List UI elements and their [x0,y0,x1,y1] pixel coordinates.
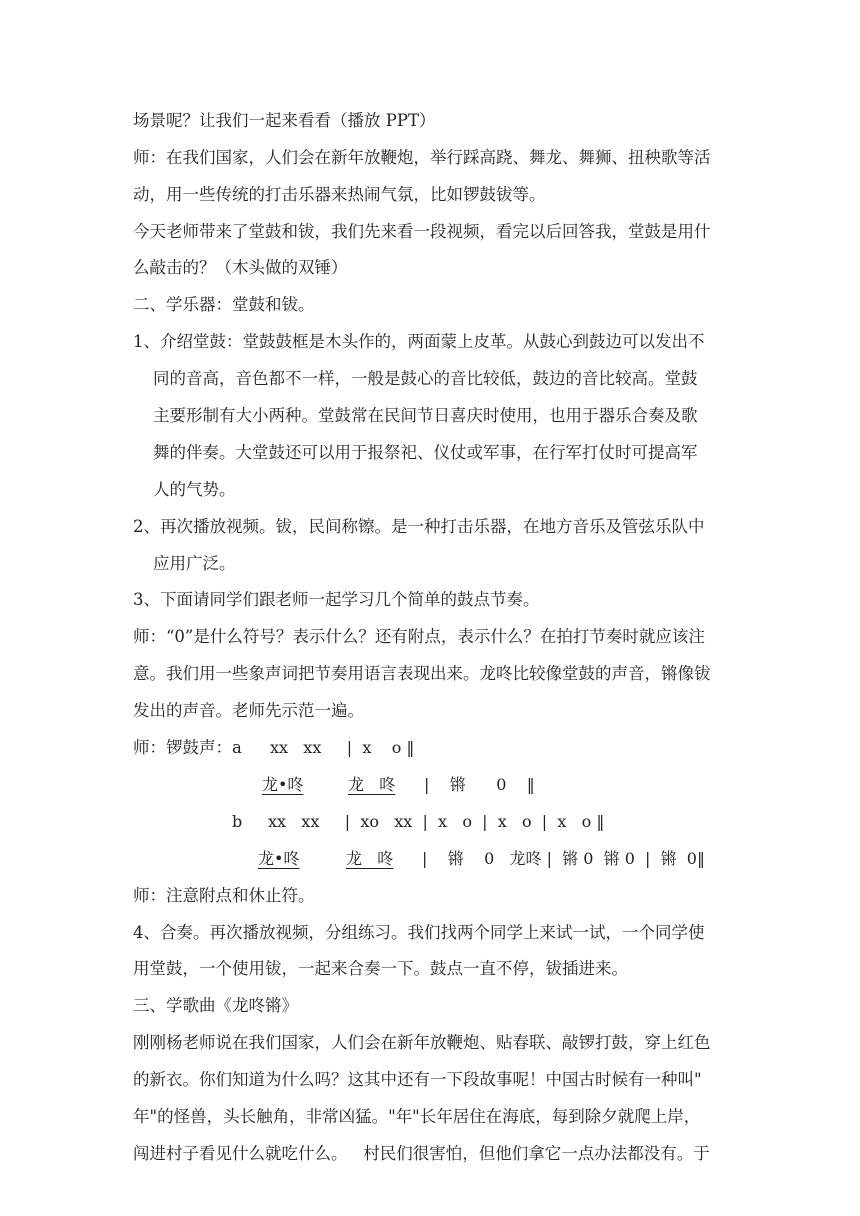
text-line: 场景呢？让我们一起来看看（播放 PPT） [133,111,436,130]
text-line: 师：在我们国家，人们会在新年放鞭炮，举行踩高跷、舞龙、舞狮、扭秧歌等活 [133,148,711,167]
text-line: 意。我们用一些象声词把节奏用语言表现出来。龙咚比较像堂鼓的声音，锵像钹 [133,664,711,683]
text-line: 1、介绍堂鼓：堂鼓鼓框是木头作的，两面蒙上皮革。从鼓心到鼓边可以发出不 [133,332,705,351]
rhythm-b-label: b [232,812,243,831]
section-heading: 二、学乐器：堂鼓和钹。 [133,295,315,314]
rhythm-a-word-1: 龙•咚 [262,775,304,794]
rhythm-b-syllables: | 锵 0 龙咚 | 锵 0 锵 0 | 锵 0‖ [422,849,705,868]
text-line: 人的气势。 [153,480,236,499]
text-line: 应用广泛。 [153,554,236,573]
rhythm-a-word-2: 龙 咚 [348,775,396,794]
rhythm-a-syllables: | 锵 0 ‖ [424,775,535,794]
text-line: 闯进村子看见什么就吃什么。 村民们很害怕，但他们拿它一点办法都没有。于 [133,1144,710,1163]
section-heading: 三、学歌曲《龙咚锵》 [133,996,298,1015]
text-line: 发出的声音。老师先示范一遍。 [133,701,364,720]
rhythm-a-notes: xx xx | x o ‖ [270,738,415,757]
text-line: 师：“0”是什么符号？表示什么？还有附点，表示什么？在拍打节奏时就应该注 [133,627,705,646]
text-line: 2、再次播放视频。钹，民间称镲。是一种打击乐器，在地方音乐及管弦乐队中 [133,517,705,536]
text-line: 师：注意附点和休止符。 [133,886,315,905]
rhythm-label: 师：锣鼓声：a [133,738,242,757]
rhythm-b-notes: xx xx | xo xx | x o | x o | x o ‖ [268,812,605,831]
text-line: 3、下面请同学们跟老师一起学习几个简单的鼓点节奏。 [133,590,540,609]
text-line: 同的音高，音色都不一样，一般是鼓心的音比较低，鼓边的音比较高。堂鼓 [153,369,698,388]
rhythm-b-word-2: 龙 咚 [346,849,394,868]
text-line: 主要形制有大小两种。堂鼓常在民间节日喜庆时使用，也用于器乐合奏及歌 [153,406,698,425]
text-line: 动，用一些传统的打击乐器来热闹气氛，比如锣鼓钹等。 [133,185,546,204]
text-line: 的新衣。你们知道为什么吗？这其中还有一下段故事呢！中国古时候有一种叫" [133,1070,702,1089]
text-line: 今天老师带来了堂鼓和钹，我们先来看一段视频，看完以后回答我，堂鼓是用什 [133,222,711,241]
text-line: 舞的伴奏。大堂鼓还可以用于报祭祀、仪仗或军事，在行军打仗时可提高军 [153,443,698,462]
text-line: 年"的怪兽，头长触角，非常凶猛。"年"长年居住在海底，每到除夕就爬上岸， [133,1107,701,1126]
rhythm-b-word-1: 龙•咚 [258,849,300,868]
text-line: 用堂鼓，一个使用钹，一起来合奏一下。鼓点一直不停，钹插进来。 [133,959,628,978]
text-line: 么敲击的？（木头做的双锤） [133,258,348,277]
text-line: 刚刚杨老师说在我们国家，人们会在新年放鞭炮、贴春联、敲锣打鼓，穿上红色 [133,1033,711,1052]
text-line: 4、合奏。再次播放视频，分组练习。我们找两个同学上来试一试，一个同学使 [133,923,705,942]
